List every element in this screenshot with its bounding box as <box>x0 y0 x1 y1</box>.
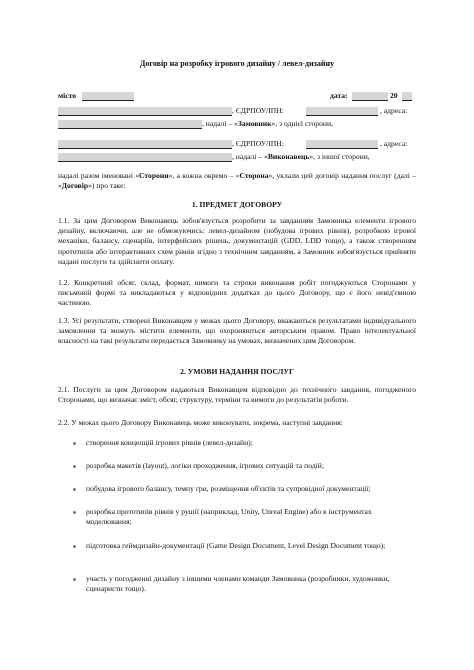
city-label: місто <box>58 91 77 100</box>
paragraph-1-3: 1.3. Усі результати, створені Виконавцем у межах цього Договору, вважаються результатами індивідуального замовлення та можуть містити елементи, що охороняються авторським правом. Право інтелектуальної власності на такі результати передається Замовнику на умовах, визначених цим Договором. <box>58 316 416 346</box>
intro-paragraph: надалі разом іменовані «Сторони», а кожна окремо – «Сторона», уклали цей договір надання послуг (далі – «Договір») про таке: <box>58 171 416 191</box>
bullet-icon <box>73 511 76 514</box>
list-item: побудова ігрового балансу, темпу гри, розміщення об'єктів та супровідної документації; <box>86 484 371 493</box>
list-item: підготовка геймдизайн-документації (Game Design Document, Level Design Document тощо); <box>86 541 386 550</box>
list-item: розробка прототипів рівнів у рушії (наприклад, Unity, Unreal Engine) або в інструментах моделювання; <box>86 507 372 527</box>
party2-address-underline <box>58 161 232 162</box>
party2-address-field[interactable] <box>58 153 232 161</box>
paragraph-1-2: 1.2. Конкретний обсяг, склад, формат, вимоги та строки виконання робіт погоджуються Сторонами у письмовій формі та викладаються у відповідних додатках до цього Договору, що є його невід'ємною частиною. <box>58 278 416 308</box>
party1-role-line: , надалі – «Замовник», з однієї сторони, <box>202 119 333 128</box>
party2-role: Виконавець <box>267 152 310 161</box>
date-underline <box>352 100 388 101</box>
city-underline <box>82 100 134 101</box>
bullet-icon <box>73 465 76 468</box>
bullet-icon <box>73 545 76 548</box>
list-item: розробка макетів (layout), логіки проходження, ігрових ситуацій та подій; <box>86 461 324 470</box>
year-field[interactable] <box>402 92 412 100</box>
paragraph-2-2: 2.2. У межах цього Договору Виконавець може виконувати, зокрема, наступні завдання: <box>58 418 343 427</box>
year-underline <box>402 100 412 101</box>
party2-name-underline <box>58 148 232 149</box>
party1-address-field[interactable] <box>58 120 202 128</box>
party1-address-underline <box>58 128 202 129</box>
year-prefix: 20 <box>390 91 398 100</box>
party1-id-label: , ЄДРПОУ/ІПН: <box>232 106 284 115</box>
party2-address-label: , адреса: <box>380 139 408 148</box>
paragraph-1-1: 1.1. За цим Договором Виконавець зобов'язується розробити за завданням Замовника елементи ігрового дизайну, включаючи, але не обмежуючись: левел-дизайном (побудова ігрових рівнів), розробкою ігрової механіки, балансу, сценаріїв, інтерфейсних рішень, документацій (GDD, LDD тощо), а також створенням прототипів або інтерактивних схем рівнів згідно з технічним завданням, а Замовник зобов'язується прийняти надані послуги та здійснити оплату. <box>58 216 416 266</box>
date-label: дата: <box>330 91 348 100</box>
party2-name-field[interactable] <box>58 140 232 148</box>
bullet-icon <box>73 578 76 581</box>
paragraph-2-1: 2.1. Послуги за цим Договором надаються Виконавцем відповідно до технічного завдання, погодженого Сторонами, що визначає зміст, обсяг, структуру, терміни та вимоги до результатів роботи. <box>58 385 416 405</box>
party1-name-field[interactable] <box>58 107 232 115</box>
party2-role-line: , надалі – «Виконавець», з іншої сторони, <box>232 152 370 161</box>
party1-id-field[interactable] <box>306 107 378 115</box>
party1-name-underline <box>58 115 232 116</box>
section-1-heading: 1. ПРЕДМЕТ ДОГОВОРУ <box>191 200 283 209</box>
party1-id-underline <box>306 115 378 116</box>
list-item: участь у погодженні дизайну з іншими членами команди Замовника (розробники, художники, сценаристи тощо). <box>86 574 390 594</box>
city-field[interactable] <box>82 92 134 100</box>
party2-id-label: , ЄДРПОУ/ІПН: <box>232 139 284 148</box>
party2-id-field[interactable] <box>306 140 378 148</box>
bullet-icon <box>73 488 76 491</box>
date-field[interactable] <box>352 92 388 100</box>
document-title: Договір на розробку ігрового дизайну / левел-дизайну <box>139 59 335 68</box>
party1-address-label: , адреса: <box>380 106 408 115</box>
bullet-icon <box>73 442 76 445</box>
party2-id-underline <box>306 148 378 149</box>
section-2-heading: 2. УМОВИ НАДАННЯ ПОСЛУГ <box>180 367 294 376</box>
list-item: створення концепцій ігрових рівнів (левел-дизайн); <box>86 438 253 447</box>
party1-role: Замовник <box>237 119 272 128</box>
